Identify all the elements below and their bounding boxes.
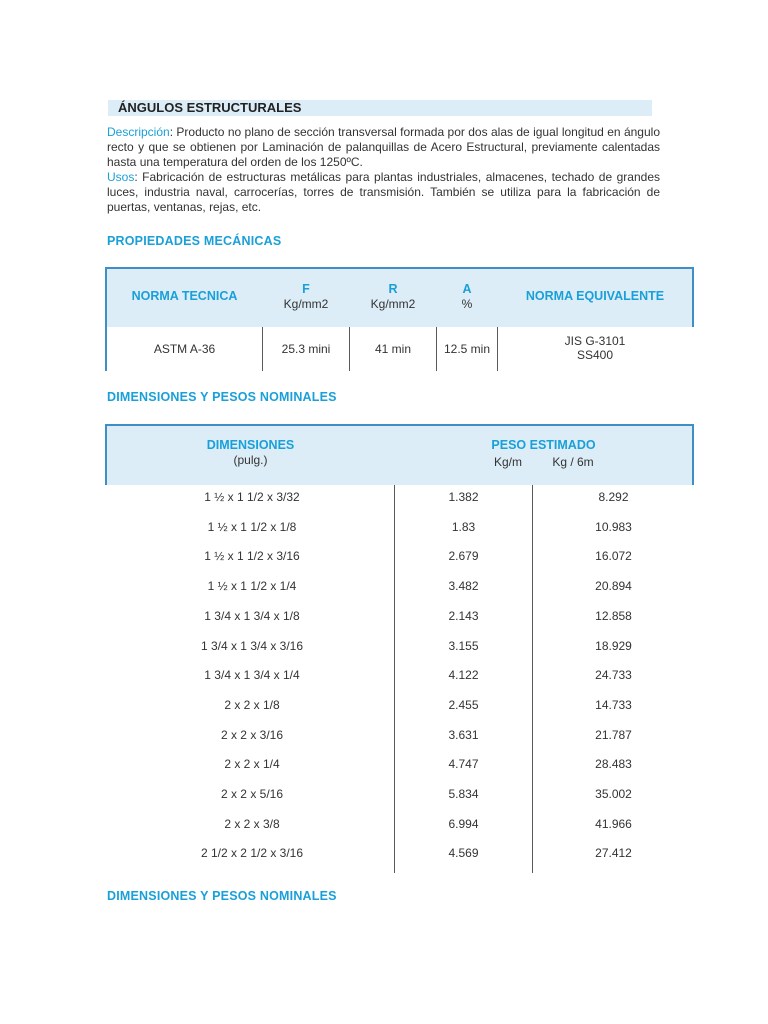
- header-peso-estimado: [395, 438, 692, 453]
- table-row: [0, 632, 768, 662]
- header-r-label: R: [388, 282, 398, 296]
- table-row: [0, 839, 768, 869]
- header-norma-tecnica: [107, 289, 262, 304]
- header-kgm: [480, 455, 536, 470]
- table-row: [0, 483, 768, 513]
- table-row: [0, 602, 768, 632]
- header-peso-estimado-label: PESO ESTIMADO: [491, 438, 596, 452]
- cell-kgm: 3.155: [448, 638, 479, 653]
- cell-kg6m: 12.858: [595, 608, 632, 623]
- cell-a: 12.5 min: [443, 342, 491, 356]
- header-kg6m: [540, 455, 606, 470]
- header-f-label: F: [302, 282, 310, 296]
- cell-dimension: 1 ½ x 1 1/2 x 3/16: [204, 549, 300, 564]
- cell-kg6m: 27.412: [595, 846, 632, 861]
- cell-dimension: 2 x 2 x 3/16: [220, 727, 284, 742]
- header-a-unit: %: [461, 297, 473, 311]
- cell-norma: ASTM A-36: [153, 342, 216, 356]
- cell-kg6m: 10.983: [595, 519, 632, 534]
- dimensions-heading: DIMENSIONES Y PESOS NOMINALES: [107, 390, 337, 404]
- uses-text: : Fabricación de estructuras metálicas para plantas industriales, almacenes, techado de grandes luces, industria naval, carrocerías, torres de transmisión. También se utiliza para la fabricación de puertas, ventanas, rejas, etc.: [107, 170, 660, 215]
- header-norma-equivalente-label: NORMA EQUIVALENTE: [525, 289, 665, 303]
- cell-kg6m: 18.929: [595, 638, 632, 653]
- header-f-unit: Kg/mm2: [283, 297, 329, 311]
- cell-dimension: 2 1/2 x 2 1/2 x 3/16: [200, 846, 304, 861]
- cell-kg6m: 41.966: [595, 816, 632, 831]
- cell-kgm: 1.83: [451, 519, 476, 534]
- cell-kgm: 5.834: [448, 787, 479, 801]
- description-label: Descripción: [107, 125, 170, 139]
- cell-kg6m: 28.483: [595, 757, 632, 772]
- uses-paragraph: [107, 170, 660, 216]
- page-title: ÁNGULOS ESTRUCTURALES: [118, 100, 302, 115]
- cell-kg6m: 21.787: [595, 727, 632, 742]
- cell-kgm: 1.382: [448, 490, 479, 504]
- header-kgm-label: Kg/m: [493, 455, 522, 469]
- table-row: [0, 691, 768, 721]
- cell-kg6m: 16.072: [595, 549, 632, 564]
- table-row: [0, 810, 768, 840]
- cell-kgm: 3.631: [448, 727, 479, 742]
- cell-dimension: 2 x 2 x 5/16: [220, 787, 284, 801]
- cell-dimension: 2 x 2 x 1/8: [224, 697, 280, 712]
- cell-kg6m: 24.733: [595, 668, 632, 683]
- header-dimensiones-label: DIMENSIONES: [206, 438, 295, 452]
- table-row: [0, 750, 768, 780]
- cell-kgm: 4.122: [448, 668, 479, 683]
- description-text: : Producto no plano de sección transversal formada por dos alas de igual longitud en ángulo recto y que se obtienen por Laminación de palanquillas de Acero Estructural, previamente calentadas hasta una temperatura del orden de los 1250ºC.: [107, 125, 660, 170]
- cell-kgm: 3.482: [448, 579, 479, 594]
- cell-dimension: 1 ½ x 1 1/2 x 1/4: [207, 579, 297, 594]
- header-a: [437, 282, 497, 312]
- header-norma-tecnica-label: NORMA TECNICA: [131, 289, 238, 303]
- table-row: [0, 780, 768, 810]
- header-dimensiones: [107, 438, 394, 468]
- cell-dimension: 2 x 2 x 1/4: [224, 757, 280, 772]
- header-kg6m-label: Kg / 6m: [552, 455, 594, 469]
- mechanical-properties-heading: PROPIEDADES MECÁNICAS: [107, 234, 282, 248]
- cell-dimension: 1 3/4 x 1 3/4 x 1/4: [204, 668, 300, 683]
- table-row: [0, 721, 768, 751]
- table-row: [0, 661, 768, 691]
- cell-dimension: 1 3/4 x 1 3/4 x 3/16: [200, 638, 304, 653]
- cell-dimension: 1 ½ x 1 1/2 x 1/8: [207, 519, 297, 534]
- cell-kg6m: 8.292: [598, 490, 629, 504]
- cell-dimension: 1 3/4 x 1 3/4 x 1/8: [204, 608, 300, 623]
- cell-kgm: 2.679: [448, 549, 479, 564]
- table-row: [0, 572, 768, 602]
- cell-equiv-line1: JIS G-3101: [564, 334, 626, 348]
- header-a-label: A: [462, 282, 472, 296]
- table-row: [0, 542, 768, 572]
- cell-kg6m: 35.002: [595, 787, 632, 801]
- table-row: [0, 513, 768, 543]
- cell-kgm: 2.455: [448, 697, 479, 712]
- cell-kg6m: 14.733: [595, 697, 632, 712]
- cell-dimension: 2 x 2 x 3/8: [224, 816, 280, 831]
- cell-kgm: 6.994: [448, 816, 479, 831]
- header-r-unit: Kg/mm2: [370, 297, 416, 311]
- cell-f: 25.3 mini: [281, 342, 331, 356]
- cell-kg6m: 20.894: [595, 579, 632, 594]
- dimensions-heading-2: DIMENSIONES Y PESOS NOMINALES: [107, 889, 337, 903]
- uses-label: Usos: [107, 170, 135, 184]
- cell-norma-equivalente: [498, 334, 692, 362]
- header-f: [263, 282, 349, 312]
- cell-equiv-line2: SS400: [576, 348, 614, 362]
- header-dimensiones-unit: (pulg.): [233, 453, 268, 467]
- cell-kgm: 2.143: [448, 608, 479, 623]
- cell-kgm: 4.747: [448, 757, 479, 772]
- cell-kgm: 4.569: [448, 846, 479, 861]
- description-paragraph: [107, 125, 660, 171]
- cell-dimension: 1 ½ x 1 1/2 x 3/32: [204, 490, 300, 504]
- header-norma-equivalente: [498, 289, 692, 304]
- cell-r: 41 min: [374, 342, 412, 356]
- header-r: [350, 282, 436, 312]
